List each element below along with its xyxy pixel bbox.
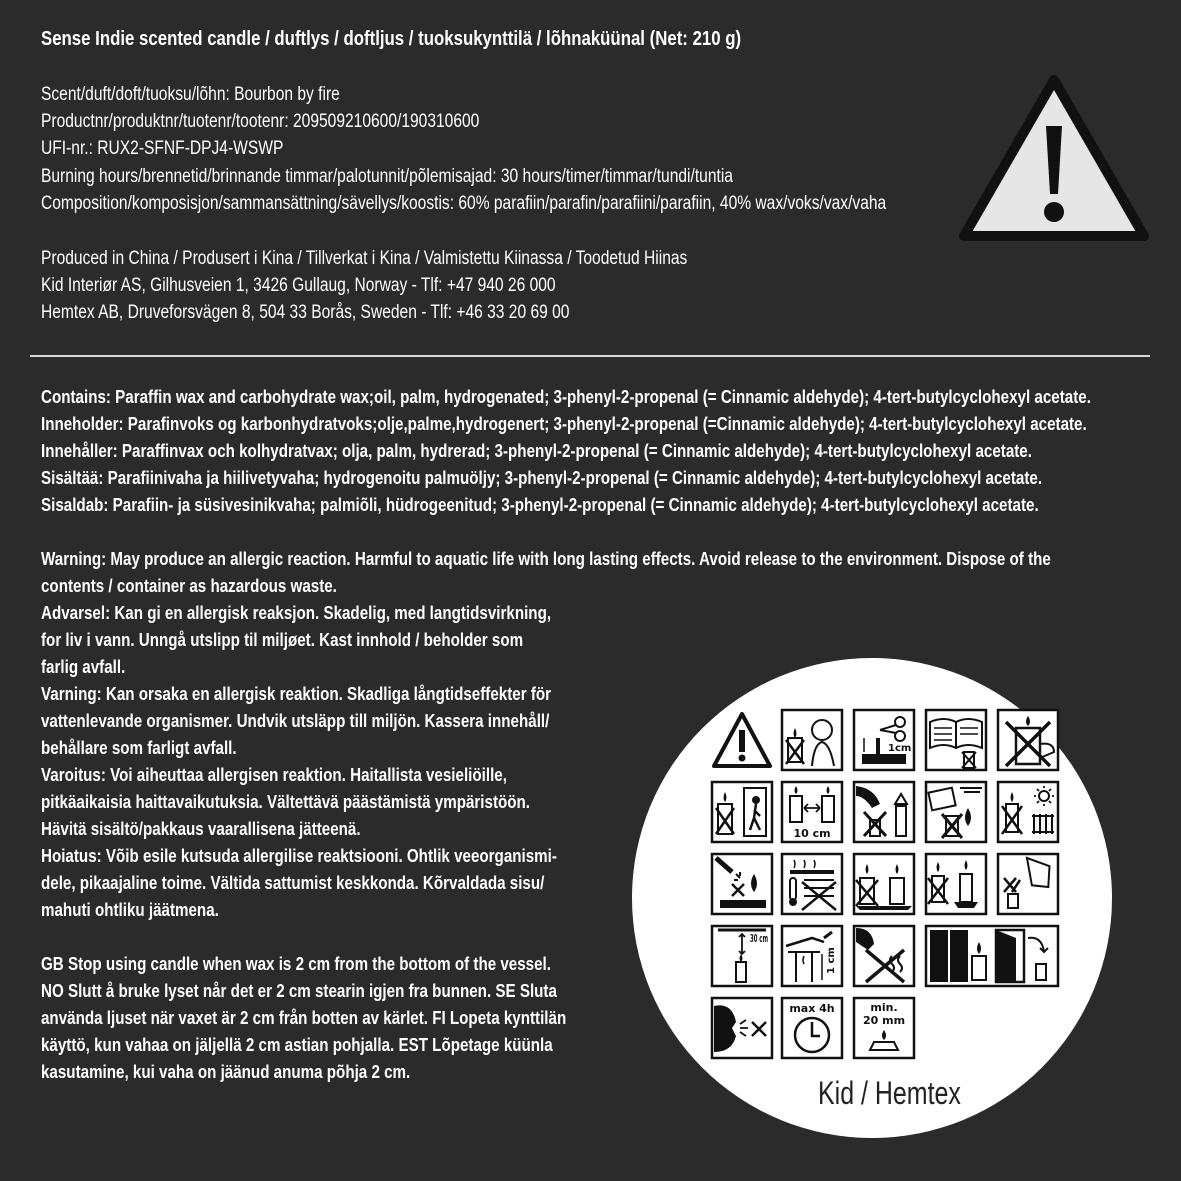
warning-line: Hävitä sisältö/pakkaus vaarallisena jätteenä. (41, 818, 361, 839)
height-label: 30 cm (750, 932, 768, 945)
contains-no: Inneholder: Parafinvoks og karbonhydratvoks;olje,palme,hydrogenert; 3-phenyl-2-propenal (=Cinnamic aldehyde); 4-tert-butylcyclohexyl acetate. (41, 413, 1087, 434)
wick-label: 1cm (888, 743, 912, 754)
brand-label: Kid / Hemtex (818, 1075, 961, 1111)
warning-line: for liv i vann. Unngå utslipp til miljøet. Kast innhold / beholder som (41, 629, 524, 650)
wax-depth-icon (780, 924, 844, 988)
stop-usage-line: använda ljuset när vaxet är 2 cm från botten av kärlet. FI Lopeta kynttilän (41, 1007, 567, 1028)
min-wick-distance-icon (852, 996, 916, 1060)
scent-line: Scent/duft/doft/tuoksu/lõhn: Bourbon by fire (41, 84, 340, 105)
do-not-blow-icon (710, 996, 774, 1060)
warning-line: mahuti ohtliku jäätmena. (41, 899, 219, 920)
warning-line: farlig avfall. (41, 656, 126, 677)
wax-depth-label: 1 cm (826, 947, 837, 974)
max-time-label: max 4h (789, 1002, 835, 1015)
do-not-inhale-fumes-icon (852, 924, 916, 988)
ufi-line: UFI-nr.: RUX2-SFNF-DPJ4-WSWP (41, 138, 284, 159)
warning-line: dele, pikaajaline toime. Vältida sattumist keskkonda. Kõrvaldada sisu/ (41, 872, 545, 893)
burning-hours-line: Burning hours/brennetid/brinnande timmar/palotunnit/põlemisajad: 30 hours/timer/timmar/tundi/tuntia (41, 166, 733, 187)
warning-line: Hoiatus: Võib esile kutsuda allergilise reaktsiooni. Ohtlik veeorganismi- (41, 845, 557, 866)
do-not-burn-close-together-icon (852, 852, 916, 916)
warning-line: contents / container as hazardous waste. (41, 575, 337, 596)
warning-triangle-icon (710, 708, 774, 772)
trim-wick-icon (852, 708, 916, 772)
stop-usage-line: NO Slutt å bruke lyset når det er 2 cm stearin igjen fra bunnen. SE Sluta (41, 980, 557, 1001)
stop-usage-line: kasutamine, kui vaha on jäänud anuma põhja 2 cm. (41, 1061, 411, 1082)
produced-in-line: Produced in China / Produsert i Kina / Tillverkat i Kina / Valmistettu Kiinassa / Toodetud Hiinas (41, 248, 688, 269)
warning-line: vattenlevande organismer. Undvik utsläpp till miljön. Kassera innehåll/ (41, 710, 550, 731)
warning-line: Warning: May produce an allergic reaction. Harmful to aquatic life with long lasting effects. Avoid release to the environment. Dispose of the (41, 548, 1051, 569)
contains-se: Innehåller: Paraffinvax och kolhydratvax; olja, palm, hydrerad; 3-phenyl-2-propenal (= Cinnamic aldehyde); 4-tert-butylcyclohexyl acetate. (41, 440, 1032, 461)
no-burning-near-objects-icon (924, 780, 988, 844)
no-draught-icon (710, 780, 774, 844)
do-not-move-icon (996, 708, 1060, 772)
composition-line: Composition/komposisjon/sammansättning/sävellys/koostis: 60% parafiin/parafin/parafiini/parafiin, 40% wax/voks/vax/vaha (41, 193, 887, 214)
product-title: Sense Indie scented candle / duftlys / doftljus / tuoksukynttilä / lõhnaküünal (Net: 210 g) (41, 28, 742, 50)
no-burning-on-hot-surface-icon (780, 852, 844, 916)
no-heat-source-icon (996, 780, 1060, 844)
no-children-pets-icon (780, 708, 844, 772)
do-not-pour-icon (996, 852, 1060, 916)
warning-line: Varning: Kan orsaka en allergisk reaktion. Skadliga långtidseffekter för (41, 683, 552, 704)
contains-ee: Sisaldab: Parafiin- ja süsivesinikvaha; palmiõli, hüdrogeenitud; 3-phenyl-2-propenal (= Cinnamic aldehyde); 4-tert-butylcyclohexyl acetate. (41, 494, 1039, 515)
warning-line: Advarsel: Kan gi en allergisk reaksjon. Skadelig, med langtidsvirkning, (41, 602, 552, 623)
warning-icon (958, 74, 1150, 246)
divider (30, 355, 1150, 357)
min-value-label: 20 mm (862, 1014, 906, 1027)
candle-distance-icon (780, 780, 844, 844)
stop-usage-line: käyttö, kun vahaa on jäljellä 2 cm astian pohjalla. EST Lõpetage küünla (41, 1034, 553, 1055)
clearance-above-icon (710, 924, 774, 988)
stop-usage-line: GB Stop using candle when wax is 2 cm from the bottom of the vessel. (41, 953, 551, 974)
max-burn-time-icon (780, 996, 844, 1060)
no-sparks-icon (710, 852, 774, 916)
use-holder-icon (924, 852, 988, 916)
contains-en: Contains: Paraffin wax and carbohydrate wax;oil, palm, hydrogenated; 3-phenyl-2-propenal (= Cinnamic aldehyde); 4-tert-butylcyclohexyl acetate. (41, 386, 1091, 407)
keep-away-from-curtains-icon (924, 924, 1060, 988)
read-instructions-icon (924, 708, 988, 772)
distance-label: 10 cm (793, 827, 831, 840)
product-number-line: Productnr/produktnr/tuotenr/tootenr: 209509210600/190310600 (41, 111, 480, 132)
warning-line: Varoitus: Voi aiheuttaa allergisen reaktion. Haitallista vesieliöille, (41, 764, 507, 785)
hemtex-address-line: Hemtex AB, Druveforsvägen 8, 504 33 Borås, Sweden - Tlf: +46 33 20 69 00 (41, 302, 570, 323)
warning-line: behållare som farligt avfall. (41, 737, 237, 758)
contains-fi: Sisältää: Parafiinivaha ja hiilivetyvaha; hydrogenoitu palmuöljy; 3-phenyl-2-propenal (= Cinnamic aldehyde); 4-tert-butylcyclohexyl acetate. (41, 467, 1043, 488)
no-flammable-objects-icon (852, 780, 916, 844)
kid-address-line: Kid Interiør AS, Gilhusveien 1, 3426 Gullaug, Norway - Tlf: +47 940 26 000 (41, 275, 556, 296)
min-label: min. (870, 1001, 898, 1014)
warning-line: pitkäaikaisia haittavaikutuksia. Vältettävä päästämistä ympäristöön. (41, 791, 531, 812)
